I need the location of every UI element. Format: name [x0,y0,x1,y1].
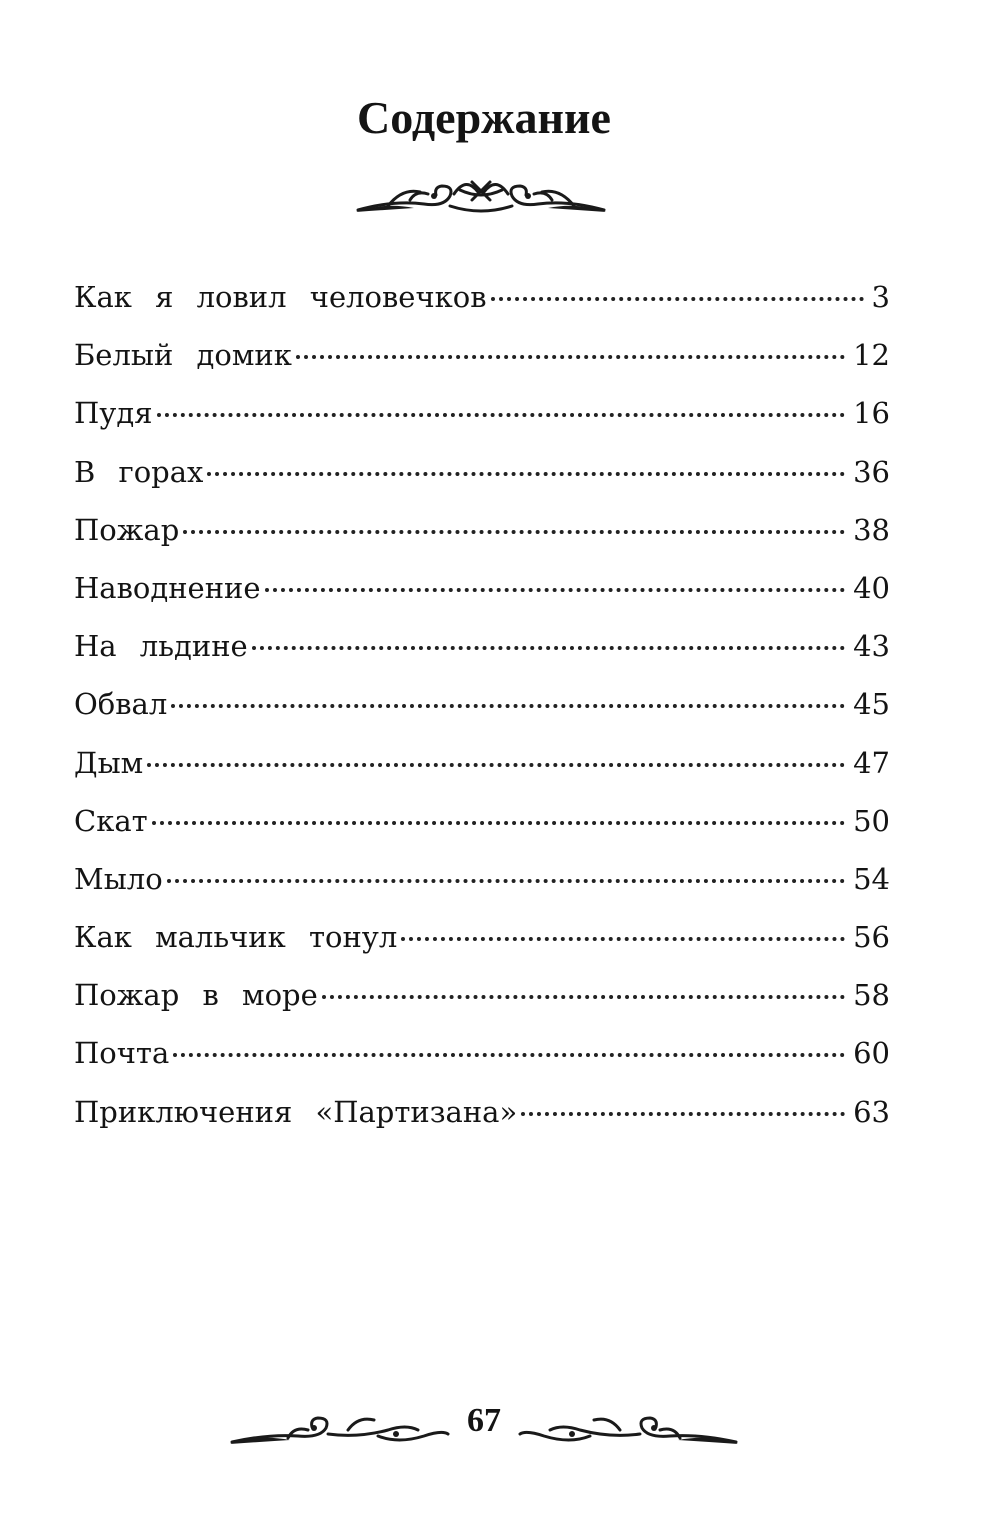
toc-entry-title: В горах [74,454,204,489]
page-footer [228,1396,740,1456]
toc-entry-title: Приключения «Партизана» [74,1094,518,1129]
toc-leader-dots [265,588,846,592]
toc-entry-title: Наводнение [74,570,261,605]
flourish-ornament-icon [228,1408,452,1448]
toc-entry-title: Почта [74,1036,170,1071]
toc-entry-title: Пудя [74,396,153,431]
toc-leader-dots [521,1112,845,1116]
toc-entry[interactable] [74,443,890,501]
toc-entry[interactable] [74,559,890,617]
toc-entry[interactable] [74,792,890,850]
toc-entry-page: 47 [853,745,890,780]
table-of-contents [74,268,890,1141]
toc-entry-page: 56 [853,920,890,955]
flourish-ornament-icon [516,1408,740,1448]
toc-entry-title: Пожар [74,512,180,547]
toc-entry-page: 50 [853,803,890,838]
toc-entry[interactable] [74,734,890,792]
toc-leader-dots [147,763,845,767]
toc-entry-title: Как мальчик тонул [74,920,398,955]
toc-entry-page: 63 [853,1094,890,1129]
toc-entry-page: 60 [853,1036,890,1071]
toc-entry-title: Пожар в море [74,978,318,1013]
toc-leader-dots [171,704,845,708]
toc-entry-title: Дым [74,745,144,780]
toc-entry-page: 36 [853,454,890,489]
toc-entry-page: 58 [853,978,890,1013]
toc-leader-dots [157,413,846,417]
toc-leader-dots [183,530,845,534]
toc-entry[interactable] [74,268,890,326]
toc-leader-dots [173,1053,845,1057]
toc-entry[interactable] [74,384,890,442]
toc-entry[interactable] [74,326,890,384]
toc-entry-title: Мыло [74,861,163,896]
toc-entry[interactable] [74,908,890,966]
toc-entry-title: Скат [74,803,148,838]
page-number: 67 [467,1402,501,1439]
toc-entry[interactable] [74,501,890,559]
flourish-ornament-icon [354,170,608,218]
toc-entry[interactable] [74,675,890,733]
toc-leader-dots [491,297,864,301]
toc-entry-page: 3 [871,280,890,314]
toc-entry-page: 38 [853,512,890,547]
toc-entry-title: Обвал [74,687,168,722]
toc-entry-page: 43 [853,629,890,664]
toc-entry[interactable] [74,1024,890,1082]
toc-leader-dots [401,937,845,941]
toc-entry-page: 45 [853,687,890,722]
toc-leader-dots [322,995,845,999]
toc-entry-title: Белый домик [74,338,292,373]
toc-entry[interactable] [74,850,890,908]
toc-leader-dots [296,355,845,359]
page-title: Содержание [357,92,611,143]
toc-entry[interactable] [74,1083,890,1141]
toc-leader-dots [167,879,845,883]
toc-entry[interactable] [74,966,890,1024]
toc-leader-dots [152,821,845,825]
toc-entry-page: 12 [853,338,890,373]
toc-entry-title: Как я ловил человечков [74,280,487,314]
toc-entry-title: На льдине [74,629,248,664]
toc-entry-page: 54 [853,861,890,896]
toc-leader-dots [207,472,845,476]
toc-entry-page: 16 [853,396,890,431]
toc-entry-page: 40 [853,570,890,605]
toc-entry[interactable] [74,617,890,675]
toc-leader-dots [252,646,845,650]
